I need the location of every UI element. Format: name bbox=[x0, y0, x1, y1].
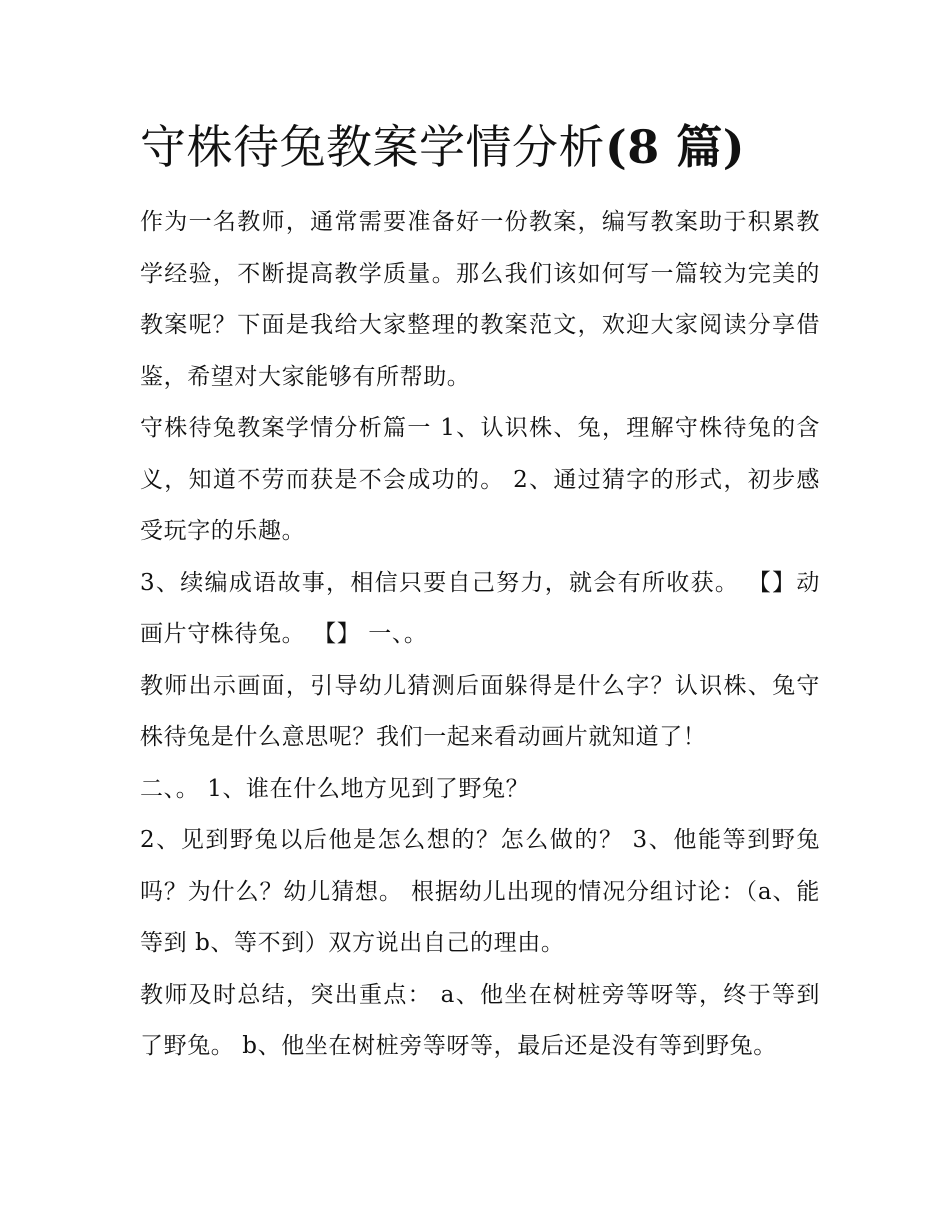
document-title bbox=[140, 112, 840, 182]
paragraph-section-one: 守株待兔教案学情分析篇一 1、认识株、兔，理解守株待兔的含义，知道不劳而获是不会成功的。 2、通过猜字的形式，初步感受玩字的乐趣。 bbox=[140, 415, 820, 544]
paragraph-intro: 作为一名教师，通常需要准备好一份教案，编写教案助于积累教学经验，不断提高教学质量。那么我们该如何写一篇较为完美的教案呢？下面是我给大家整理的教案范文，欢迎大家阅读分享借鉴，希望对大家能够有所帮助。 bbox=[140, 209, 820, 390]
document-body bbox=[140, 197, 820, 1073]
title-count: (8 篇) bbox=[605, 120, 746, 174]
paragraph-goal-three: 3、续编成语故事，相信只要自己努力，就会有所收获。 【】动画片守株待兔。 【】 一、。 bbox=[140, 569, 820, 647]
paragraph-teacher-shows: 教师出示画面，引导幼儿猜测后面躲得是什么字？认识株、兔守株待兔是什么意思呢？我们一起来看动画片就知道了！ bbox=[140, 672, 820, 750]
title-text: 守株待兔教案学情分析 bbox=[140, 120, 605, 174]
paragraph-part-two: 二、。 1、谁在什么地方见到了野兔？ bbox=[140, 775, 530, 802]
paragraph-summary: 教师及时总结，突出重点： a、他坐在树桩旁等呀等，终于等到了野兔。 b、他坐在树桩旁等呀等，最后还是没有等到野兔。 bbox=[140, 981, 820, 1059]
paragraph-questions: 2、见到野兔以后他是怎么想的？怎么做的？ 3、他能等到野兔吗？为什么？幼儿猜想。 根据幼儿出现的情况分组讨论：（a、能等到 b、等不到）双方说出自己的理由。 bbox=[140, 827, 820, 956]
